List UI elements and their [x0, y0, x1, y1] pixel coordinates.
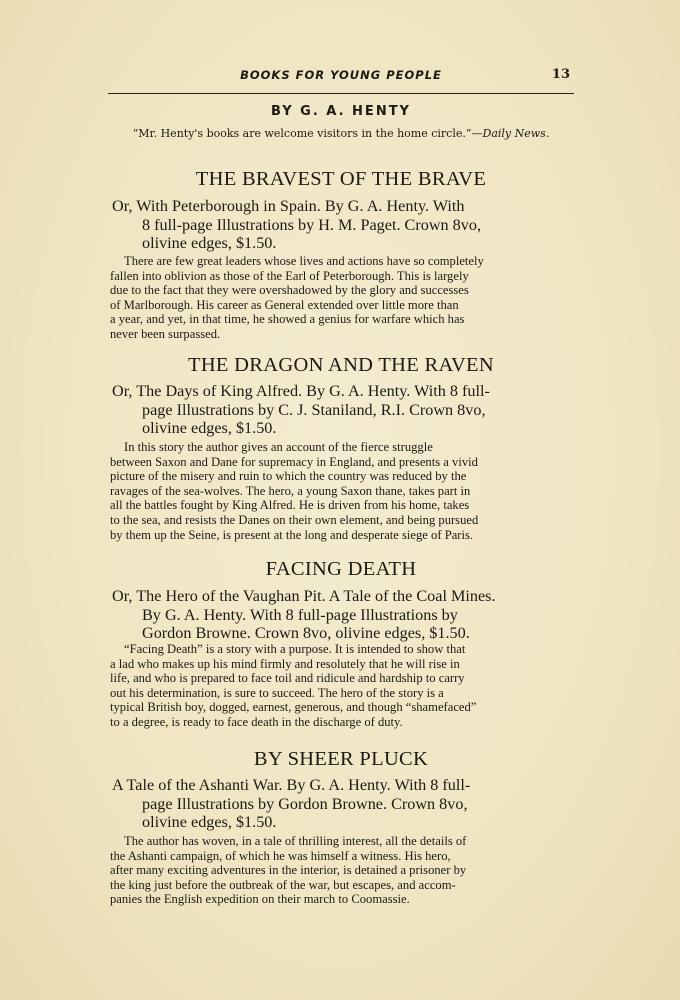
description-line: the Ashanti campaign, of which he was himself a witness. His hero,: [110, 848, 451, 863]
entry-line: A Tale of the Ashanti War. By G. A. Henty. With 8 full-: [112, 776, 471, 794]
description-line: out his determination, is sure to succeed. The hero of the story is a: [110, 685, 444, 700]
description-line: typical British boy, dogged, earnest, generous, and though “shamefaced”: [110, 700, 477, 715]
entry-line: olivine edges, $1.50.: [142, 234, 277, 252]
entry-line: olivine edges, $1.50.: [142, 813, 277, 831]
description-line: by them up the Seine, is present at the long and desperate siege of Paris.: [110, 527, 474, 542]
book-entry: [112, 197, 578, 253]
entry-line: Or, The Hero of the Vaughan Pit. A Tale of the Coal Mines.: [112, 587, 496, 605]
description-line: never been surpassed.: [110, 326, 221, 341]
entry-line: olivine edges, $1.50.: [142, 419, 277, 437]
running-head: [108, 64, 574, 86]
description-line: ravages of the sea-wolves. The hero, a young Saxon thane, takes part in: [110, 483, 471, 498]
press-quote-source: Daily News.: [482, 127, 550, 140]
author-byline: BY G. A. HENTY: [271, 104, 411, 119]
description-line: In this story the author gives an account of the fierce struggle: [124, 440, 433, 454]
press-quote-text: “Mr. Henty's books are welcome visitors in the home circle.”—: [132, 127, 483, 140]
description-line: a year, and yet, in that time, he showed a genius for warfare which has: [110, 312, 465, 327]
page-number: 13: [551, 67, 570, 82]
book-entry: [112, 587, 578, 643]
description-line: panies the English expedition on their march to Coomassie.: [110, 892, 410, 907]
entry-line: page Illustrations by Gordon Browne. Crown 8vo,: [142, 794, 468, 813]
press-quote: [108, 127, 574, 140]
book-title: THE BRAVEST OF THE BRAVE: [195, 168, 487, 190]
entry-line: Or, With Peterborough in Spain. By G. A. Henty. With: [112, 197, 465, 215]
description-line: The author has woven, in a tale of thrilling interest, all the details of: [124, 834, 467, 848]
description-line: fallen into oblivion as those of the Earl of Peterborough. This is largely: [110, 268, 469, 283]
description-line: after many exciting adventures in the interior, is detained a prisoner by: [110, 863, 467, 878]
book-description: [110, 834, 574, 907]
entry-line: By G. A. Henty. With 8 full-page Illustrations by: [142, 605, 458, 624]
description-line: to the sea, and resists the Danes on their own element, and being pursued: [110, 512, 479, 527]
entry-line: Or, The Days of King Alfred. By G. A. Henty. With 8 full-: [112, 382, 490, 400]
book-description: [110, 642, 574, 730]
description-line: due to the fact that they were overshadowed by the glory and successes: [110, 283, 469, 298]
header-rule: [108, 93, 574, 94]
book-description: [110, 440, 574, 542]
description-line: There are few great leaders whose lives and actions have so completely: [124, 254, 484, 268]
description-line: a lad who makes up his mind firmly and resolutely that he will rise in: [110, 656, 460, 671]
description-line: between Saxon and Dane for supremacy in England, and presents a vivid: [110, 454, 478, 469]
book-entry: [112, 382, 578, 438]
description-line: of Marlborough. His career as General extended over little more than: [110, 297, 459, 312]
book-entry: [112, 776, 578, 832]
description-line: the king just before the outbreak of the war, but escapes, and accom-: [110, 877, 456, 892]
book-title: FACING DEATH: [265, 558, 417, 580]
book-description: [110, 254, 574, 342]
entry-line: 8 full-page Illustrations by H. M. Paget. Crown 8vo,: [142, 215, 481, 234]
description-line: picture of the misery and ruin to which the country was reduced by the: [110, 469, 467, 484]
entry-line: page Illustrations by C. J. Staniland, R.I. Crown 8vo,: [142, 400, 486, 419]
description-line: “Facing Death” is a story with a purpose. It is intended to show that: [124, 642, 466, 656]
book-title: BY SHEER PLUCK: [253, 748, 429, 770]
description-line: life, and who is prepared to face toil and ridicule and hardship to carry: [110, 671, 465, 686]
book-title: THE DRAGON AND THE RAVEN: [188, 354, 494, 376]
description-line: all the battles fought by King Alfred. He is driven from his home, takes: [110, 498, 470, 513]
running-head-title: BOOKS FOR YOUNG PEOPLE: [240, 68, 442, 82]
entry-line: Gordon Browne. Crown 8vo, olivine edges, $1.50.: [142, 624, 470, 642]
description-line: to a degree, is ready to face death in the discharge of duty.: [110, 714, 403, 729]
